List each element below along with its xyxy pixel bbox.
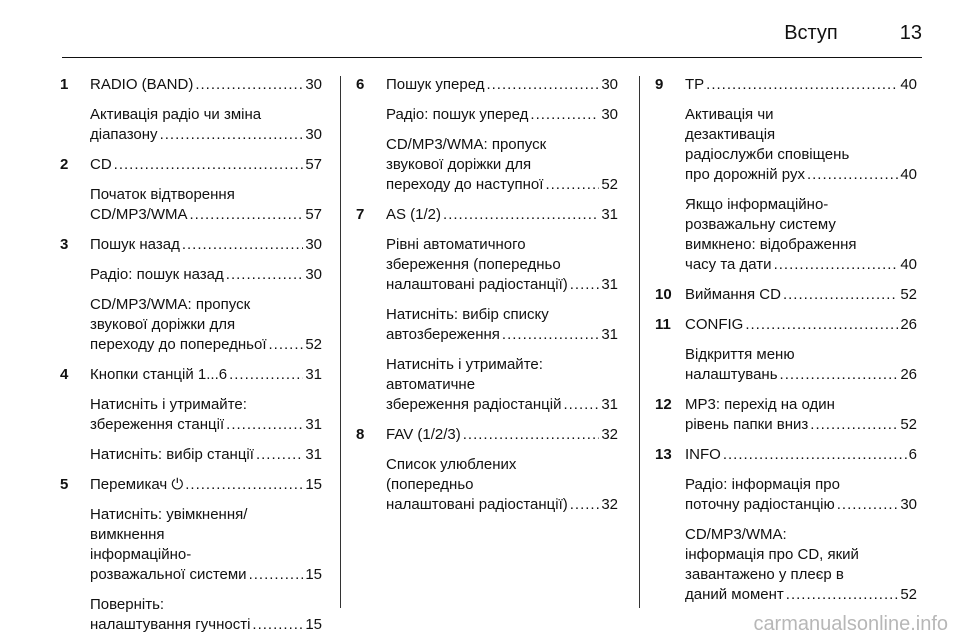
leader-dots xyxy=(723,445,907,465)
entry-label: Перемикач ⏻ xyxy=(90,476,184,493)
entry-label: INFO xyxy=(685,446,721,463)
index-sub-entry xyxy=(90,505,322,585)
sub-text-line: Рівні автоматичного xyxy=(386,236,526,253)
sub-entry-row xyxy=(386,325,618,345)
entry-label: AS (1/2) xyxy=(386,206,442,223)
page-ref: 31 xyxy=(305,416,322,433)
page-ref: 26 xyxy=(900,316,917,333)
page-ref: 52 xyxy=(900,586,917,603)
entry-label: рівень папки вниз xyxy=(685,416,809,433)
index-sub-entry xyxy=(685,475,917,515)
sub-entry-row xyxy=(685,165,917,185)
sub-entry-label: поточну радіостанцію xyxy=(685,496,835,513)
entry-number: 11 xyxy=(655,316,671,333)
entry-label: FAV (1/2/3) xyxy=(386,426,461,443)
sub-entry-row xyxy=(90,445,322,465)
leader-dots xyxy=(745,315,898,335)
page-title: Вступ xyxy=(784,21,838,44)
sub-entry-label: даний момент xyxy=(685,586,784,603)
sub-entry-label: налаштувань xyxy=(685,366,778,383)
page-ref: 31 xyxy=(601,326,618,343)
index-sub-entry xyxy=(90,265,322,285)
index-sub-entry xyxy=(386,235,618,295)
index-sub-entry xyxy=(386,355,618,415)
leader-dots xyxy=(185,475,303,495)
page-ref: 40 xyxy=(900,166,917,183)
index-sub-entry xyxy=(685,525,917,605)
sub-entry-row xyxy=(90,205,322,225)
entry-number: 1 xyxy=(60,76,69,93)
leader-dots xyxy=(229,365,303,385)
page-ref: 30 xyxy=(601,106,618,123)
sub-entry-row xyxy=(386,105,618,125)
entry-label: Виймання CD xyxy=(685,286,781,303)
index-entry xyxy=(356,425,618,515)
index-entry xyxy=(655,315,917,385)
index-entry xyxy=(60,475,322,635)
page-ref: 31 xyxy=(305,366,322,383)
sub-text-line: розважальну систему xyxy=(685,216,836,233)
sub-entry-label: налаштовані радіостанції) xyxy=(386,276,568,293)
sub-text-line: дезактивація xyxy=(685,126,776,143)
index-sub-entry xyxy=(685,195,917,275)
sub-entry-label: Радіо: пошук назад xyxy=(90,266,224,283)
entry-number: 2 xyxy=(60,156,69,173)
sub-text-line: радіослужби сповіщень xyxy=(685,146,850,163)
page-ref: 6 xyxy=(908,446,917,463)
page-ref: 31 xyxy=(601,206,618,223)
sub-entry-label: часу та дати xyxy=(685,256,772,273)
sub-entry-row xyxy=(90,335,322,355)
index-sub-entry xyxy=(685,345,917,385)
entry-label: Пошук назад xyxy=(90,236,180,253)
leader-dots xyxy=(252,615,303,635)
entry-row xyxy=(90,155,322,175)
entry-row xyxy=(386,425,618,445)
leader-dots xyxy=(195,75,303,95)
page-ref: 30 xyxy=(900,496,917,513)
header-rule xyxy=(62,57,922,58)
sub-text-line: звукової доріжки для xyxy=(90,316,236,333)
sub-entry-row xyxy=(90,565,322,585)
page-ref: 32 xyxy=(601,426,618,443)
entry-number: 4 xyxy=(60,366,69,383)
entry-row xyxy=(685,315,917,335)
sub-entry-row xyxy=(386,395,618,415)
sub-text-line: Натисніть: увімкнення/ xyxy=(90,506,248,523)
sub-text-line: Відкриття меню xyxy=(685,346,795,363)
index-sub-entry xyxy=(90,395,322,435)
leader-dots xyxy=(530,105,599,125)
leader-dots xyxy=(774,255,899,275)
index-sub-entry xyxy=(90,105,322,145)
sub-entry-label: розважальної системи xyxy=(90,566,247,583)
sub-entry-label: Радіо: пошук уперед xyxy=(386,106,529,123)
sub-text-line: Активація чи xyxy=(685,106,774,123)
column-divider xyxy=(340,76,341,608)
column-2 xyxy=(356,75,618,515)
entry-row xyxy=(386,75,618,95)
sub-entry-label: Натисніть: вибір станції xyxy=(90,446,254,463)
watermark: carmanualsonline.info xyxy=(753,613,948,635)
entry-number: 3 xyxy=(60,236,69,253)
entry-label: TP xyxy=(685,76,705,93)
sub-entry-label: налаштовані радіостанції) xyxy=(386,496,568,513)
leader-dots xyxy=(570,275,600,295)
index-sub-entry xyxy=(90,595,322,635)
page-ref: 40 xyxy=(900,76,917,93)
index-entry xyxy=(60,235,322,355)
entry-label: CONFIG xyxy=(685,316,744,333)
leader-dots xyxy=(780,365,899,385)
page-ref: 30 xyxy=(305,76,322,93)
sub-entry-row xyxy=(685,365,917,385)
page-ref: 30 xyxy=(601,76,618,93)
leader-dots xyxy=(114,155,304,175)
page-ref: 31 xyxy=(305,446,322,463)
index-sub-entry xyxy=(90,445,322,465)
page-ref: 52 xyxy=(900,416,917,433)
leader-dots xyxy=(226,265,304,285)
sub-text-line: вимкнено: відображення xyxy=(685,236,857,253)
sub-text-line: Радіо: інформація про xyxy=(685,476,840,493)
sub-text-line: CD/MP3/WMA: пропуск xyxy=(90,296,251,313)
sub-text-line: інформація про CD, який xyxy=(685,546,859,563)
column-divider xyxy=(639,76,640,608)
entry-row xyxy=(90,365,322,385)
sub-text-line: CD/MP3/WMA: пропуск xyxy=(386,136,547,153)
entry-number: 5 xyxy=(60,476,69,493)
entry-number: 10 xyxy=(655,286,672,303)
sub-entry-label: автозбереження xyxy=(386,326,500,343)
sub-text-line: Натисніть і утримайте: xyxy=(386,356,543,373)
sub-entry-label: про дорожній рух xyxy=(685,166,805,183)
leader-dots xyxy=(570,495,600,515)
sub-entry-row xyxy=(685,255,917,275)
leader-dots xyxy=(249,565,304,585)
page-ref: 40 xyxy=(900,256,917,273)
sub-entry-label: переходу до наступної xyxy=(386,176,544,193)
entry-number: 13 xyxy=(655,446,672,463)
page-ref: 32 xyxy=(601,496,618,513)
sub-entry-row xyxy=(90,615,322,635)
leader-dots xyxy=(190,205,304,225)
sub-text-line: (попередньо xyxy=(386,476,474,493)
index-entry xyxy=(356,75,618,195)
page-header xyxy=(784,18,922,48)
sub-entry-label: налаштування гучності xyxy=(90,616,251,633)
page-ref: 30 xyxy=(305,126,322,143)
index-entry xyxy=(60,365,322,465)
index-sub-entry xyxy=(386,135,618,195)
index-sub-entry xyxy=(685,105,917,185)
column-3 xyxy=(655,75,917,605)
sub-text-line: завантажено у плеєр в xyxy=(685,566,844,583)
page-ref: 57 xyxy=(305,156,322,173)
sub-text-line: Якщо інформаційно- xyxy=(685,196,829,213)
sub-text-line: автоматичне xyxy=(386,376,476,393)
page-number: 13 xyxy=(899,21,922,44)
index-sub-entry xyxy=(90,295,322,355)
page-ref: 30 xyxy=(305,266,322,283)
entry-row xyxy=(90,475,322,495)
sub-entry-label: діапазону xyxy=(90,126,158,143)
page-ref: 31 xyxy=(601,276,618,293)
index-sub-entry xyxy=(386,455,618,515)
entry-row xyxy=(90,75,322,95)
leader-dots xyxy=(182,235,303,255)
entry-row xyxy=(386,205,618,225)
sub-entry-row xyxy=(90,265,322,285)
index-entry xyxy=(60,155,322,225)
page-ref: 15 xyxy=(305,476,322,493)
index-entry xyxy=(655,285,917,305)
sub-text-line: Список улюблених xyxy=(386,456,517,473)
leader-dots xyxy=(786,585,899,605)
leader-dots xyxy=(706,75,898,95)
leader-dots xyxy=(226,415,303,435)
leader-dots xyxy=(160,125,304,145)
leader-dots xyxy=(486,75,599,95)
entry-row xyxy=(685,415,917,435)
index-sub-entry xyxy=(90,185,322,225)
page-ref: 15 xyxy=(305,566,322,583)
leader-dots xyxy=(807,165,898,185)
leader-dots xyxy=(502,325,599,345)
page-ref: 26 xyxy=(900,366,917,383)
index-entry xyxy=(356,205,618,415)
sub-text-line: Натисніть: вибір списку xyxy=(386,306,549,323)
page-ref: 52 xyxy=(601,176,618,193)
entry-label: RADIO (BAND) xyxy=(90,76,194,93)
leader-dots xyxy=(269,335,304,355)
entry-number: 7 xyxy=(356,206,365,223)
entry-number: 9 xyxy=(655,76,664,93)
entry-row xyxy=(685,285,917,305)
page-ref: 30 xyxy=(305,236,322,253)
sub-entry-row xyxy=(386,495,618,515)
entry-row xyxy=(90,235,322,255)
index-entry xyxy=(655,75,917,275)
leader-dots xyxy=(563,395,599,415)
page-ref: 52 xyxy=(900,286,917,303)
entry-label: CD xyxy=(90,156,112,173)
sub-text-line: CD/MP3/WMA: xyxy=(685,526,787,543)
entry-text-line: MP3: перехід на один xyxy=(685,396,835,413)
entry-row xyxy=(685,445,917,465)
index-sub-entry xyxy=(386,305,618,345)
page-ref: 31 xyxy=(601,396,618,413)
sub-text-line: звукової доріжки для xyxy=(386,156,532,173)
page-ref: 15 xyxy=(305,616,322,633)
leader-dots xyxy=(545,175,599,195)
sub-entry-label: збереження радіостанцій xyxy=(386,396,562,413)
leader-dots xyxy=(443,205,599,225)
sub-text-line: вимкнення xyxy=(90,526,165,543)
sub-entry-row xyxy=(386,175,618,195)
entry-label: Кнопки станцій 1...6 xyxy=(90,366,228,383)
sub-entry-row xyxy=(90,415,322,435)
page-ref: 57 xyxy=(305,206,322,223)
sub-entry-row xyxy=(386,275,618,295)
index-entry xyxy=(60,75,322,145)
column-1 xyxy=(60,75,322,635)
leader-dots xyxy=(837,495,899,515)
leader-dots xyxy=(783,285,898,305)
leader-dots xyxy=(463,425,600,445)
sub-text-line: Натисніть і утримайте: xyxy=(90,396,247,413)
sub-entry-row xyxy=(685,495,917,515)
leader-dots xyxy=(256,445,303,465)
entry-label: Пошук уперед xyxy=(386,76,485,93)
index-entry xyxy=(655,395,917,435)
entry-row xyxy=(685,75,917,95)
sub-text-line: збереження (попередньо xyxy=(386,256,561,273)
sub-text-line: Початок відтворення xyxy=(90,186,235,203)
entry-number: 6 xyxy=(356,76,365,93)
sub-entry-label: CD/MP3/WMA xyxy=(90,206,188,223)
sub-entry-label: збереження станції xyxy=(90,416,225,433)
sub-entry-label: переходу до попередньої xyxy=(90,336,267,353)
entry-number: 8 xyxy=(356,426,365,443)
sub-text-line: Активація радіо чи зміна xyxy=(90,106,262,123)
sub-text-line: інформаційно- xyxy=(90,546,192,563)
index-entry xyxy=(655,445,917,605)
sub-entry-row xyxy=(90,125,322,145)
sub-entry-row xyxy=(685,585,917,605)
page-ref: 52 xyxy=(305,336,322,353)
leader-dots xyxy=(810,415,898,435)
entry-number: 12 xyxy=(655,396,672,413)
sub-text-line: Поверніть: xyxy=(90,596,165,613)
index-sub-entry xyxy=(386,105,618,125)
